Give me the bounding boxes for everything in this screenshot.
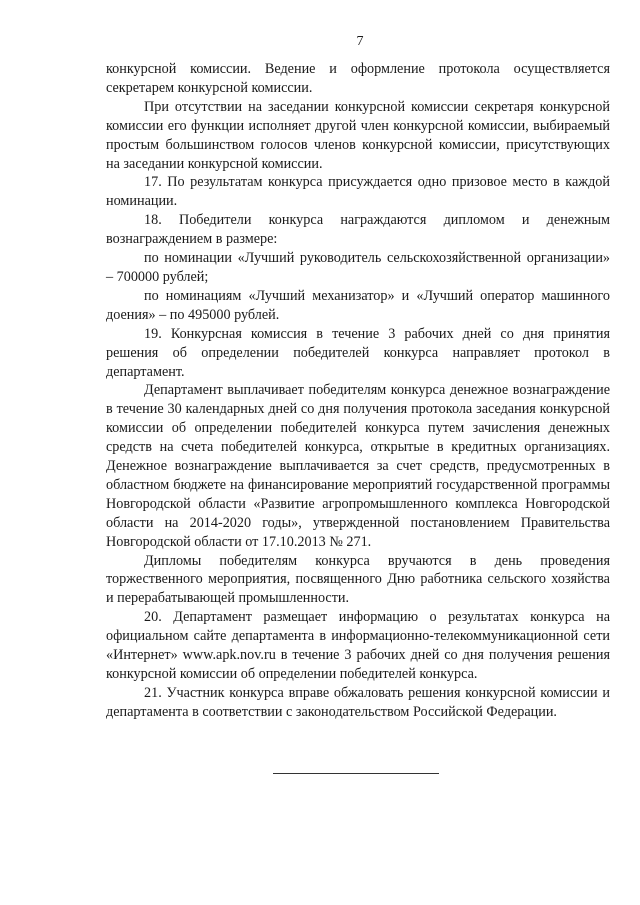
paragraph-21: 21. Участник конкурса вправе обжаловать решения конкурсной комиссии и департамента в соответствии с законодательством Российской Федерации.: [106, 684, 610, 720]
paragraph-17: 17. По результатам конкурса присуждается одно призовое место в каждой номинации.: [106, 174, 610, 210]
end-divider: [273, 773, 439, 774]
page-number: 7: [356, 34, 364, 49]
document-body: [106, 60, 610, 722]
paragraph-diplomas: Дипломы победителям конкурса вручаются в день проведения торжественного мероприятия, посвященного Дню работника сельского хозяйства и перерабатывающей промышленности.: [106, 552, 610, 607]
paragraph-secretary-absence: При отсутствии на заседании конкурсной комиссии секретаря конкурсной комиссии его функции исполняет другой член конкурсной комиссии, выбираемый простым большинством голосов членов конкурсной комиссии, присутствующих на заседании конкурсной комиссии.: [106, 98, 610, 172]
paragraph-nomination-operators: по номинациям «Лучший механизатор» и «Лучший оператор машинного доения» – по 495000 рублей.: [106, 287, 610, 323]
paragraph-commission-protocol: конкурсной комиссии. Ведение и оформление протокола осуществляется секретарем конкурсной комиссии.: [106, 61, 610, 96]
paragraph-payment: Департамент выплачивает победителям конкурса денежное вознаграждение в течение 30 календарных дней со дня получения протокола заседания конкурсной комиссии об определении победителей конкурса путем зачисления денежных средств на счета победителей конкурса, открытые в кредитных организациях. Денежное вознаграждение выплачивается за счет средств, предусмотренных в областном бюджете на финансирование мероприятий государственной программы Новгородской области «Развитие агропромышленного комплекса Новгородской области на 2014-2020 годы», утвержденной постановлением Правительства Новгородской области от 17.10.2013 № 271.: [106, 382, 610, 550]
paragraph-nomination-manager: по номинации «Лучший руководитель сельскохозяйственной организации» – 700000 рублей;: [106, 250, 610, 285]
paragraph-19: 19. Конкурсная комиссия в течение 3 рабочих дней со дня принятия решения об определении победителей конкурса направляет протокол в департамент.: [106, 325, 610, 380]
paragraph-20: 20. Департамент размещает информацию о результатах конкурса на официальном сайте департамента в информационно-телекоммуникационной сети «Интернет» www.apk.nov.ru в течение 3 рабочих дней со дня получения решения конкурсной комиссии об определении победителей конкурса.: [106, 609, 610, 682]
paragraph-18: 18. Победители конкурса награждаются дипломом и денежным вознаграждением в размере:: [106, 212, 610, 248]
